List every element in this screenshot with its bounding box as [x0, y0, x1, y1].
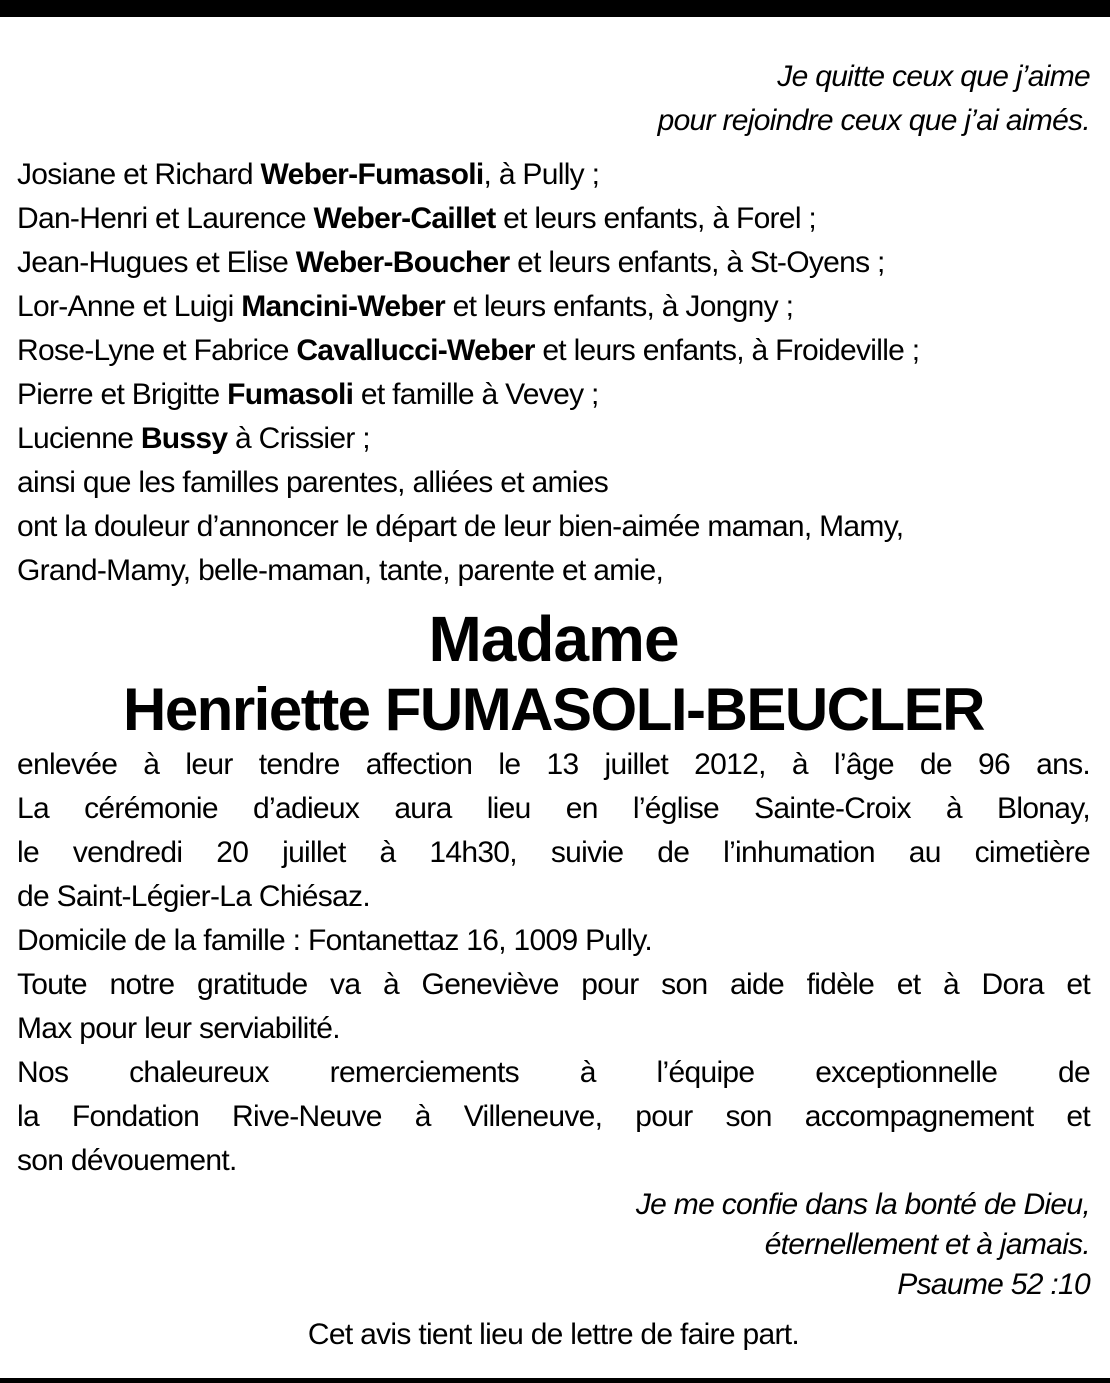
family-text: et leurs enfants, à Froideville ; — [534, 334, 920, 367]
family-list — [17, 153, 1090, 461]
family-name: Fumasoli — [227, 378, 354, 411]
body-line: son dévouement. — [17, 1144, 237, 1177]
closing-quote-line: éternellement et à jamais. — [764, 1228, 1090, 1261]
family-name: Cavallucci-Weber — [296, 334, 535, 367]
family-name: Bussy — [140, 422, 228, 455]
body-line: Domicile de la famille : Fontanettaz 16, 1009 Pully. — [17, 924, 653, 957]
family-text: Pierre et Brigitte — [17, 378, 228, 411]
family-text: et leurs enfants, à Forel ; — [495, 202, 817, 235]
body-line: La cérémonie d’adieux aura lieu en l’église Sainte-Croix à Blonay, — [17, 792, 1090, 825]
family-text: Jean-Hugues et Elise — [17, 246, 296, 279]
family-member-line — [17, 197, 1090, 241]
family-text: Rose-Lyne et Fabrice — [17, 334, 297, 367]
family-name: Weber-Caillet — [313, 202, 496, 235]
family-text: , à Pully ; — [483, 158, 600, 191]
body-line: le vendredi 20 juillet à 14h30, suivie de l’inhumation au cimetière — [17, 836, 1090, 869]
footer-note: Cet avis tient lieu de lettre de faire part. — [307, 1318, 800, 1351]
family-text: à Crissier ; — [227, 422, 370, 455]
notice-body — [17, 743, 1090, 1183]
closing-quote-line: Je me confie dans la bonté de Dieu, — [635, 1188, 1090, 1221]
family-member-line — [17, 285, 1090, 329]
family-name: Weber-Boucher — [295, 246, 510, 279]
family-name: Weber-Fumasoli — [260, 158, 484, 191]
family-text: et leurs enfants, à Jongny ; — [444, 290, 794, 323]
epigraph-line: Je quitte ceux que j’aime — [777, 60, 1090, 93]
top-border — [0, 0, 1110, 17]
body-line: la Fondation Rive-Neuve à Villeneuve, pour son accompagnement et — [17, 1100, 1090, 1133]
family-name: Mancini-Weber — [241, 290, 445, 323]
family-text: et leurs enfants, à St-Oyens ; — [509, 246, 885, 279]
family-text: et famille à Vevey ; — [353, 378, 599, 411]
epigraph-line: pour rejoindre ceux que j’ai aimés. — [657, 104, 1090, 137]
family-text: Dan-Henri et Laurence — [17, 202, 314, 235]
family-member-line — [17, 329, 1090, 373]
family-member-line — [17, 241, 1090, 285]
body-line: enlevée à leur tendre affection le 13 juillet 2012, à l’âge de 96 ans. — [17, 748, 1090, 781]
family-member-line — [17, 153, 1090, 197]
deceased-title: Madame — [428, 603, 679, 675]
family-text: Lor-Anne et Luigi — [17, 290, 242, 323]
bottom-border — [0, 1378, 1110, 1383]
body-line: Toute notre gratitude va à Geneviève pour son aide fidèle et à Dora et — [17, 968, 1090, 1001]
body-line: de Saint-Légier-La Chiésaz. — [17, 880, 370, 913]
deceased-name: Henriette FUMASOLI-BEUCLER — [122, 676, 985, 743]
intro-line: Grand-Mamy, belle-maman, tante, parente et amie, — [17, 554, 664, 587]
closing-quote-source: Psaume 52 :10 — [897, 1268, 1090, 1301]
intro-line: ont la douleur d’annoncer le départ de leur bien-aimée maman, Mamy, — [17, 510, 904, 543]
body-line: Max pour leur serviabilité. — [17, 1012, 340, 1045]
family-member-line — [17, 373, 1090, 417]
family-member-line — [17, 417, 1090, 461]
intro-line: ainsi que les familles parentes, alliées et amies — [17, 466, 609, 499]
obituary-notice — [17, 55, 1090, 1357]
body-line: Nos chaleureux remerciements à l’équipe exceptionnelle de — [17, 1056, 1090, 1089]
family-text: Lucienne — [17, 422, 141, 455]
family-text: Josiane et Richard — [17, 158, 261, 191]
